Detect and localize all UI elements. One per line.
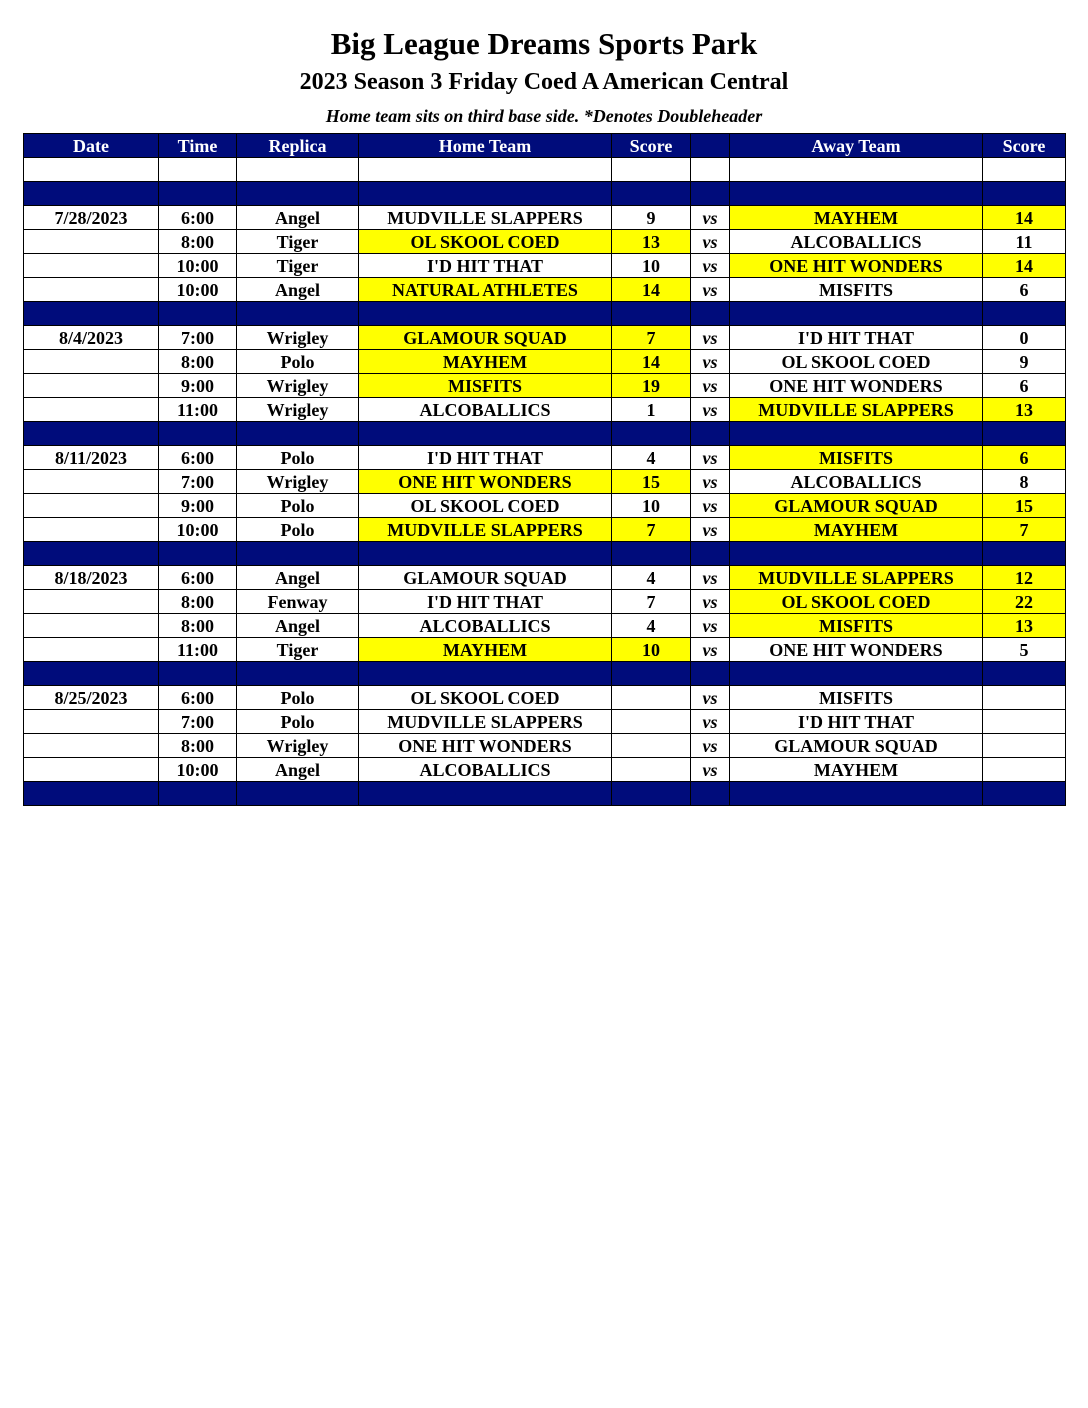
- away-team-cell: OL SKOOL COED: [730, 350, 983, 374]
- column-header-home-score: Score: [612, 134, 691, 158]
- table-row: [24, 638, 1066, 662]
- time-cell: 8:00: [159, 614, 237, 638]
- time-cell: 8:00: [159, 590, 237, 614]
- home-score-cell: 4: [612, 614, 691, 638]
- away-team-cell: ALCOBALLICS: [730, 470, 983, 494]
- away-score-cell: [983, 710, 1066, 734]
- section-separator-row: [24, 662, 1066, 686]
- vs-cell: vs: [691, 590, 730, 614]
- away-team-cell: I'D HIT THAT: [730, 326, 983, 350]
- away-score-cell: [983, 542, 1066, 566]
- date-cell: [24, 494, 159, 518]
- home-team-cell: I'D HIT THAT: [359, 446, 612, 470]
- table-row: [24, 590, 1066, 614]
- replica-cell: Angel: [237, 614, 359, 638]
- away-score-cell: 11: [983, 230, 1066, 254]
- away-score-cell: 8: [983, 470, 1066, 494]
- away-score-cell: [983, 782, 1066, 806]
- column-header-time: Time: [159, 134, 237, 158]
- vs-cell: vs: [691, 254, 730, 278]
- time-cell: 11:00: [159, 398, 237, 422]
- home-score-cell: 7: [612, 590, 691, 614]
- home-team-cell: [359, 662, 612, 686]
- date-cell: [24, 350, 159, 374]
- date-cell: [24, 638, 159, 662]
- away-score-cell: 5: [983, 638, 1066, 662]
- column-header-vs: [691, 134, 730, 158]
- away-team-cell: I'D HIT THAT: [730, 710, 983, 734]
- replica-cell: [237, 302, 359, 326]
- page-note: Home team sits on third base side. *Denotes Doubleheader: [325, 106, 763, 126]
- time-cell: 9:00: [159, 494, 237, 518]
- away-team-cell: MISFITS: [730, 614, 983, 638]
- home-team-cell: [359, 182, 612, 206]
- schedule-body: [24, 158, 1066, 806]
- time-cell: [159, 302, 237, 326]
- time-cell: 10:00: [159, 518, 237, 542]
- date-cell: [24, 734, 159, 758]
- home-team-cell: [359, 782, 612, 806]
- table-row: [24, 374, 1066, 398]
- date-cell: [24, 182, 159, 206]
- date-cell: [24, 614, 159, 638]
- table-row: [24, 710, 1066, 734]
- home-score-cell: [612, 302, 691, 326]
- table-row: [24, 734, 1066, 758]
- home-team-cell: ONE HIT WONDERS: [359, 470, 612, 494]
- section-separator-row: [24, 182, 1066, 206]
- home-score-cell: [612, 710, 691, 734]
- table-header-row: [24, 134, 1066, 158]
- replica-cell: Polo: [237, 686, 359, 710]
- home-score-cell: [612, 758, 691, 782]
- table-row: [24, 686, 1066, 710]
- column-header-away-score: Score: [983, 134, 1066, 158]
- away-team-cell: [730, 542, 983, 566]
- time-cell: 10:00: [159, 278, 237, 302]
- away-team-cell: [730, 182, 983, 206]
- home-team-cell: ALCOBALLICS: [359, 758, 612, 782]
- home-team-cell: MAYHEM: [359, 638, 612, 662]
- time-cell: 7:00: [159, 470, 237, 494]
- home-team-cell: OL SKOOL COED: [359, 686, 612, 710]
- time-cell: 8:00: [159, 350, 237, 374]
- vs-cell: [691, 782, 730, 806]
- time-cell: 6:00: [159, 686, 237, 710]
- away-score-cell: 13: [983, 398, 1066, 422]
- section-separator-row: [24, 542, 1066, 566]
- away-team-cell: [730, 782, 983, 806]
- away-score-cell: [983, 158, 1066, 182]
- vs-cell: vs: [691, 278, 730, 302]
- replica-cell: [237, 542, 359, 566]
- home-team-cell: OL SKOOL COED: [359, 494, 612, 518]
- date-cell: [24, 590, 159, 614]
- date-cell: [24, 374, 159, 398]
- away-score-cell: 13: [983, 614, 1066, 638]
- table-row: [24, 206, 1066, 230]
- table-row: [24, 326, 1066, 350]
- date-cell: [24, 542, 159, 566]
- table-row: [24, 470, 1066, 494]
- time-cell: 6:00: [159, 206, 237, 230]
- away-team-cell: MAYHEM: [730, 206, 983, 230]
- time-cell: [159, 662, 237, 686]
- replica-cell: Polo: [237, 350, 359, 374]
- vs-cell: [691, 302, 730, 326]
- vs-cell: vs: [691, 710, 730, 734]
- home-score-cell: 7: [612, 326, 691, 350]
- home-team-cell: NATURAL ATHLETES: [359, 278, 612, 302]
- date-cell: [24, 710, 159, 734]
- vs-cell: vs: [691, 206, 730, 230]
- home-score-cell: [612, 422, 691, 446]
- time-cell: [159, 422, 237, 446]
- replica-cell: Wrigley: [237, 326, 359, 350]
- vs-cell: [691, 158, 730, 182]
- away-team-cell: [730, 158, 983, 182]
- replica-cell: Angel: [237, 566, 359, 590]
- away-team-cell: [730, 302, 983, 326]
- vs-cell: vs: [691, 518, 730, 542]
- time-cell: [159, 542, 237, 566]
- replica-cell: Polo: [237, 446, 359, 470]
- home-team-cell: MUDVILLE SLAPPERS: [359, 710, 612, 734]
- home-score-cell: [612, 182, 691, 206]
- home-score-cell: [612, 734, 691, 758]
- away-score-cell: 22: [983, 590, 1066, 614]
- page-subtitle: 2023 Season 3 Friday Coed A American Central: [299, 69, 789, 95]
- date-cell: 8/25/2023: [24, 686, 159, 710]
- time-cell: 9:00: [159, 374, 237, 398]
- home-score-cell: [612, 158, 691, 182]
- date-cell: 8/4/2023: [24, 326, 159, 350]
- date-cell: [24, 470, 159, 494]
- home-team-cell: MAYHEM: [359, 350, 612, 374]
- home-team-cell: [359, 542, 612, 566]
- table-row: [24, 758, 1066, 782]
- time-cell: 6:00: [159, 566, 237, 590]
- vs-cell: vs: [691, 566, 730, 590]
- date-cell: [24, 398, 159, 422]
- away-team-cell: GLAMOUR SQUAD: [730, 734, 983, 758]
- away-score-cell: 0: [983, 326, 1066, 350]
- date-cell: [24, 662, 159, 686]
- date-cell: 8/11/2023: [24, 446, 159, 470]
- home-score-cell: [612, 662, 691, 686]
- away-score-cell: 6: [983, 374, 1066, 398]
- home-score-cell: 4: [612, 566, 691, 590]
- home-score-cell: 10: [612, 494, 691, 518]
- section-separator-row: [24, 302, 1066, 326]
- home-team-cell: ALCOBALLICS: [359, 398, 612, 422]
- away-score-cell: 12: [983, 566, 1066, 590]
- home-score-cell: 4: [612, 446, 691, 470]
- replica-cell: [237, 422, 359, 446]
- away-score-cell: 14: [983, 206, 1066, 230]
- away-score-cell: [983, 302, 1066, 326]
- replica-cell: Polo: [237, 494, 359, 518]
- vs-cell: vs: [691, 230, 730, 254]
- time-cell: 10:00: [159, 758, 237, 782]
- vs-cell: vs: [691, 638, 730, 662]
- replica-cell: Fenway: [237, 590, 359, 614]
- vs-cell: vs: [691, 374, 730, 398]
- table-row: [24, 230, 1066, 254]
- vs-cell: [691, 422, 730, 446]
- away-team-cell: MISFITS: [730, 686, 983, 710]
- section-separator-row: [24, 422, 1066, 446]
- away-team-cell: MISFITS: [730, 278, 983, 302]
- table-row: [24, 494, 1066, 518]
- away-team-cell: MUDVILLE SLAPPERS: [730, 398, 983, 422]
- away-score-cell: [983, 734, 1066, 758]
- date-cell: [24, 518, 159, 542]
- home-score-cell: 10: [612, 638, 691, 662]
- home-team-cell: MUDVILLE SLAPPERS: [359, 206, 612, 230]
- away-team-cell: ONE HIT WONDERS: [730, 638, 983, 662]
- table-row: [24, 350, 1066, 374]
- home-score-cell: [612, 542, 691, 566]
- date-cell: 7/28/2023: [24, 206, 159, 230]
- replica-cell: Wrigley: [237, 374, 359, 398]
- away-team-cell: MAYHEM: [730, 758, 983, 782]
- column-header-date: Date: [24, 134, 159, 158]
- replica-cell: Angel: [237, 278, 359, 302]
- home-score-cell: 9: [612, 206, 691, 230]
- table-row: [24, 614, 1066, 638]
- column-header-away-team: Away Team: [730, 134, 983, 158]
- home-team-cell: OL SKOOL COED: [359, 230, 612, 254]
- time-cell: 8:00: [159, 734, 237, 758]
- date-cell: [24, 758, 159, 782]
- date-cell: [24, 254, 159, 278]
- table-row: [24, 566, 1066, 590]
- date-cell: [24, 782, 159, 806]
- away-team-cell: MUDVILLE SLAPPERS: [730, 566, 983, 590]
- replica-cell: [237, 158, 359, 182]
- away-team-cell: MAYHEM: [730, 518, 983, 542]
- home-score-cell: 15: [612, 470, 691, 494]
- replica-cell: Angel: [237, 206, 359, 230]
- vs-cell: vs: [691, 326, 730, 350]
- time-cell: 8:00: [159, 230, 237, 254]
- home-team-cell: MUDVILLE SLAPPERS: [359, 518, 612, 542]
- time-cell: 6:00: [159, 446, 237, 470]
- vs-cell: vs: [691, 734, 730, 758]
- away-score-cell: [983, 686, 1066, 710]
- table-row: [24, 278, 1066, 302]
- replica-cell: Wrigley: [237, 734, 359, 758]
- home-team-cell: ALCOBALLICS: [359, 614, 612, 638]
- away-team-cell: ONE HIT WONDERS: [730, 374, 983, 398]
- home-team-cell: I'D HIT THAT: [359, 590, 612, 614]
- vs-cell: vs: [691, 614, 730, 638]
- vs-cell: vs: [691, 446, 730, 470]
- table-row: [24, 518, 1066, 542]
- away-score-cell: 7: [983, 518, 1066, 542]
- vs-cell: [691, 662, 730, 686]
- column-header-replica: Replica: [237, 134, 359, 158]
- away-score-cell: [983, 422, 1066, 446]
- replica-cell: [237, 182, 359, 206]
- time-cell: [159, 782, 237, 806]
- time-cell: 10:00: [159, 254, 237, 278]
- replica-cell: Wrigley: [237, 470, 359, 494]
- home-score-cell: 19: [612, 374, 691, 398]
- date-cell: [24, 278, 159, 302]
- replica-cell: Wrigley: [237, 398, 359, 422]
- table-row: [24, 398, 1066, 422]
- home-score-cell: [612, 782, 691, 806]
- date-cell: [24, 302, 159, 326]
- home-score-cell: 1: [612, 398, 691, 422]
- home-score-cell: 7: [612, 518, 691, 542]
- replica-cell: Polo: [237, 518, 359, 542]
- away-team-cell: OL SKOOL COED: [730, 590, 983, 614]
- table-row: [24, 254, 1066, 278]
- home-team-cell: [359, 422, 612, 446]
- table-row: [24, 446, 1066, 470]
- away-team-cell: MISFITS: [730, 446, 983, 470]
- replica-cell: Tiger: [237, 638, 359, 662]
- time-cell: [159, 182, 237, 206]
- replica-cell: Angel: [237, 758, 359, 782]
- column-header-home-team: Home Team: [359, 134, 612, 158]
- section-separator-row: [24, 782, 1066, 806]
- away-score-cell: [983, 662, 1066, 686]
- home-score-cell: 13: [612, 230, 691, 254]
- schedule-table: [23, 133, 1066, 806]
- away-score-cell: 9: [983, 350, 1066, 374]
- away-team-cell: [730, 662, 983, 686]
- vs-cell: vs: [691, 758, 730, 782]
- home-team-cell: [359, 302, 612, 326]
- time-cell: 7:00: [159, 710, 237, 734]
- home-team-cell: ONE HIT WONDERS: [359, 734, 612, 758]
- replica-cell: [237, 662, 359, 686]
- home-team-cell: GLAMOUR SQUAD: [359, 326, 612, 350]
- away-score-cell: 6: [983, 278, 1066, 302]
- away-team-cell: ALCOBALLICS: [730, 230, 983, 254]
- away-team-cell: GLAMOUR SQUAD: [730, 494, 983, 518]
- away-score-cell: 15: [983, 494, 1066, 518]
- away-team-cell: ONE HIT WONDERS: [730, 254, 983, 278]
- date-cell: [24, 158, 159, 182]
- date-cell: [24, 230, 159, 254]
- home-score-cell: [612, 686, 691, 710]
- away-score-cell: 14: [983, 254, 1066, 278]
- home-team-cell: MISFITS: [359, 374, 612, 398]
- vs-cell: vs: [691, 470, 730, 494]
- replica-cell: Tiger: [237, 254, 359, 278]
- away-score-cell: 6: [983, 446, 1066, 470]
- blank-row: [24, 158, 1066, 182]
- away-score-cell: [983, 182, 1066, 206]
- time-cell: 7:00: [159, 326, 237, 350]
- home-team-cell: GLAMOUR SQUAD: [359, 566, 612, 590]
- vs-cell: [691, 542, 730, 566]
- away-team-cell: [730, 422, 983, 446]
- vs-cell: vs: [691, 398, 730, 422]
- home-score-cell: 14: [612, 278, 691, 302]
- home-score-cell: 14: [612, 350, 691, 374]
- vs-cell: vs: [691, 494, 730, 518]
- home-score-cell: 10: [612, 254, 691, 278]
- time-cell: [159, 158, 237, 182]
- date-cell: [24, 422, 159, 446]
- date-cell: 8/18/2023: [24, 566, 159, 590]
- time-cell: 11:00: [159, 638, 237, 662]
- home-team-cell: [359, 158, 612, 182]
- vs-cell: vs: [691, 350, 730, 374]
- replica-cell: Tiger: [237, 230, 359, 254]
- vs-cell: [691, 182, 730, 206]
- page-title: Big League Dreams Sports Park: [330, 26, 758, 61]
- replica-cell: Polo: [237, 710, 359, 734]
- vs-cell: vs: [691, 686, 730, 710]
- home-team-cell: I'D HIT THAT: [359, 254, 612, 278]
- away-score-cell: [983, 758, 1066, 782]
- replica-cell: [237, 782, 359, 806]
